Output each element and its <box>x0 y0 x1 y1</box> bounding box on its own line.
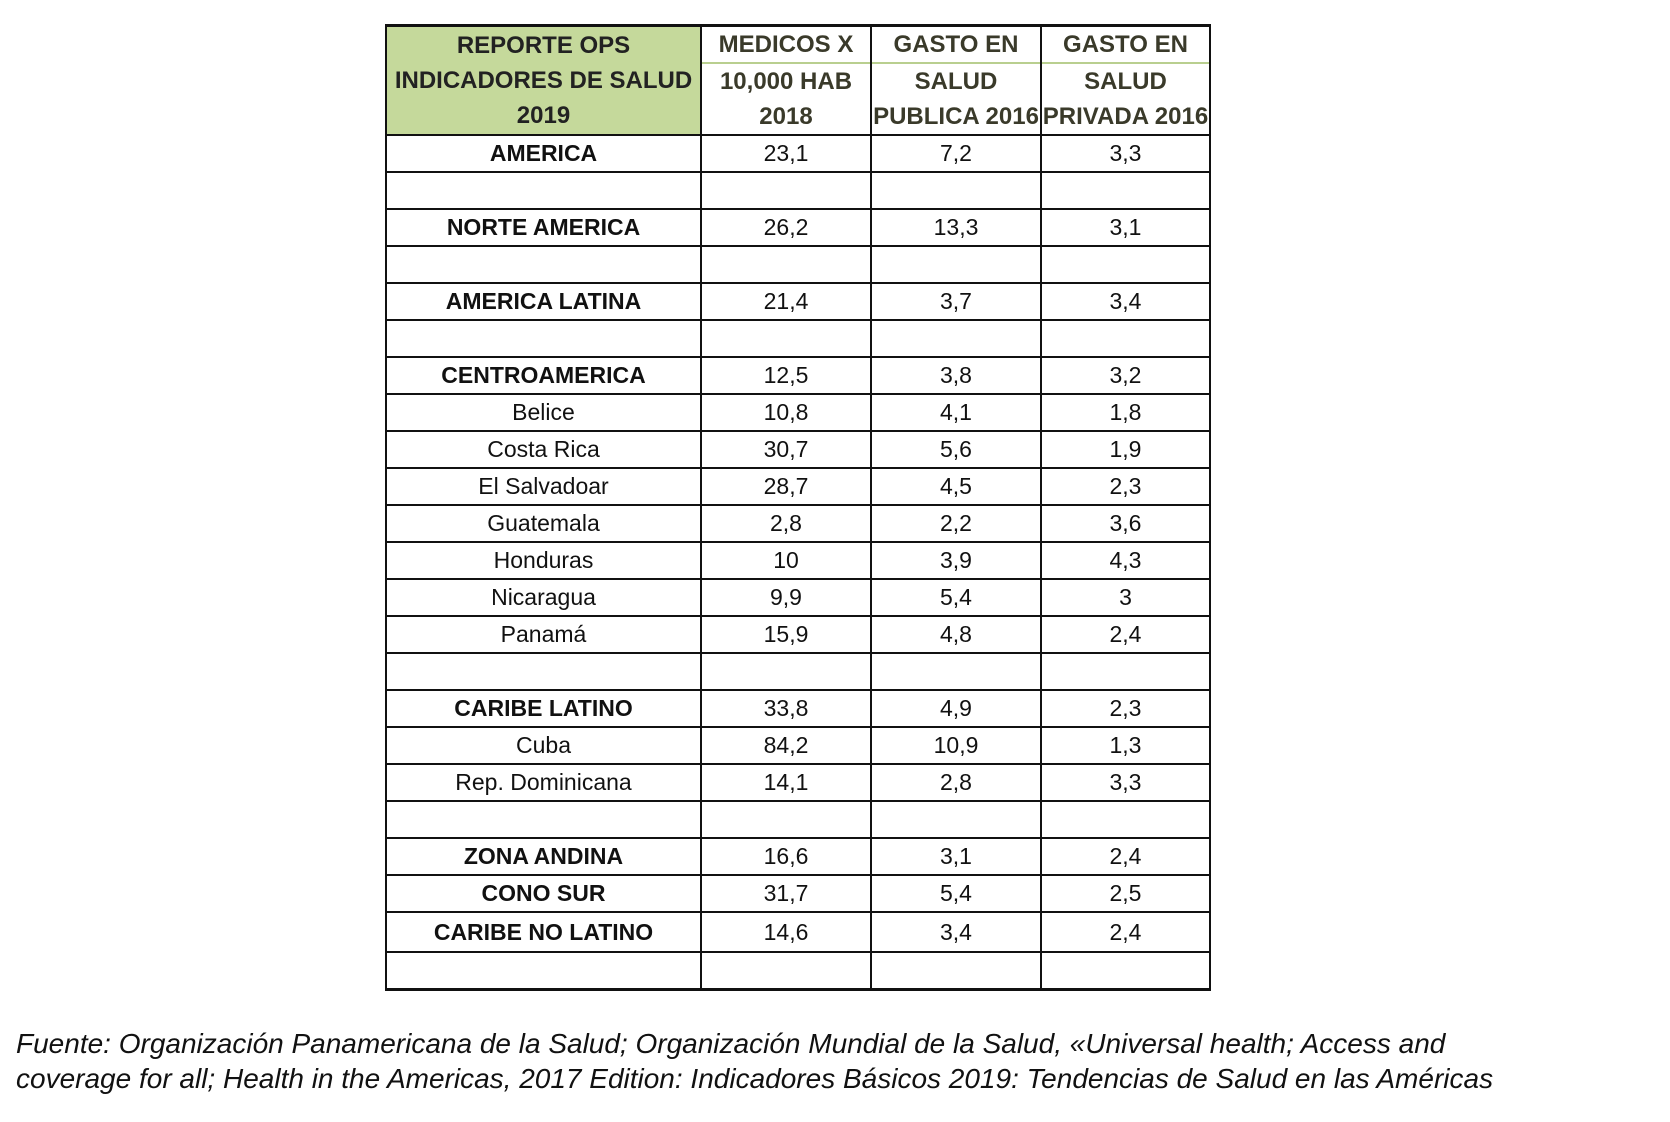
country-label: Rep. Dominicana <box>386 764 701 801</box>
table-row <box>386 727 1210 764</box>
table-row <box>386 135 1210 172</box>
column-header-medicos <box>701 26 871 136</box>
medicos-value: 84,2 <box>701 727 871 764</box>
source-line: Fuente: Organización Panamericana de la Salud; Organización Mundial de la Salud, «Universal health; Access and <box>16 1028 1446 1059</box>
column-header-gasto-privado <box>1041 26 1210 136</box>
gasto-privado-value: 2,4 <box>1041 616 1210 653</box>
gasto-publico-value: 7,2 <box>871 135 1041 172</box>
medicos-value: 21,4 <box>701 283 871 320</box>
gasto-privado-value <box>1041 653 1210 690</box>
medicos-value: 26,2 <box>701 209 871 246</box>
medicos-value: 33,8 <box>701 690 871 727</box>
column-header-line: 10,000 HAB <box>719 68 853 95</box>
gasto-publico-value <box>871 172 1041 209</box>
table-row <box>386 690 1210 727</box>
spacer-row <box>386 246 1210 283</box>
table-row <box>386 579 1210 616</box>
source-line: coverage for all; Health in the Americas, 2017 Edition: Indicadores Básicos 2019: Tendencias de Salud en las Américas <box>16 1063 1494 1094</box>
table-row <box>386 468 1210 505</box>
gasto-publico-value: 4,1 <box>871 394 1041 431</box>
gasto-publico-value <box>871 320 1041 357</box>
table-title-cell <box>386 26 701 136</box>
country-label: Panamá <box>386 616 701 653</box>
region-label: CARIBE LATINO <box>386 690 701 727</box>
table-row <box>386 542 1210 579</box>
column-header-line: MEDICOS X <box>702 27 870 64</box>
gasto-publico-value: 5,6 <box>871 431 1041 468</box>
table-row <box>386 505 1210 542</box>
gasto-privado-value <box>1041 952 1210 990</box>
gasto-privado-value <box>1041 320 1210 357</box>
gasto-publico-value: 4,5 <box>871 468 1041 505</box>
gasto-privado-value: 4,3 <box>1041 542 1210 579</box>
country-label: Honduras <box>386 542 701 579</box>
medicos-value: 12,5 <box>701 357 871 394</box>
medicos-value <box>701 952 871 990</box>
table-row <box>386 616 1210 653</box>
table-row <box>386 764 1210 801</box>
gasto-privado-value: 3,3 <box>1041 764 1210 801</box>
gasto-privado-value <box>1041 801 1210 838</box>
gasto-privado-value: 3,2 <box>1041 357 1210 394</box>
table-title-line: INDICADORES DE SALUD <box>394 67 693 94</box>
medicos-value: 2,8 <box>701 505 871 542</box>
gasto-privado-value: 1,9 <box>1041 431 1210 468</box>
medicos-value <box>701 320 871 357</box>
gasto-privado-value: 2,5 <box>1041 875 1210 912</box>
region-label: AMERICA LATINA <box>386 283 701 320</box>
medicos-value <box>701 653 871 690</box>
gasto-publico-value <box>871 801 1041 838</box>
country-label: Belice <box>386 394 701 431</box>
table-row <box>386 357 1210 394</box>
gasto-privado-value: 2,4 <box>1041 838 1210 875</box>
medicos-value <box>701 172 871 209</box>
medicos-value: 15,9 <box>701 616 871 653</box>
country-label <box>386 320 701 357</box>
gasto-privado-value: 3,6 <box>1041 505 1210 542</box>
gasto-privado-value: 1,3 <box>1041 727 1210 764</box>
gasto-privado-value: 1,8 <box>1041 394 1210 431</box>
table-row <box>386 431 1210 468</box>
country-label: El Salvadoar <box>386 468 701 505</box>
spacer-row <box>386 801 1210 838</box>
country-label <box>386 801 701 838</box>
spacer-row <box>386 952 1210 990</box>
region-label: ZONA ANDINA <box>386 838 701 875</box>
gasto-publico-value: 3,8 <box>871 357 1041 394</box>
table-title-line: REPORTE OPS <box>456 32 631 59</box>
gasto-publico-value: 3,1 <box>871 838 1041 875</box>
country-label <box>386 172 701 209</box>
gasto-publico-value: 2,8 <box>871 764 1041 801</box>
table-row <box>386 394 1210 431</box>
gasto-publico-value: 3,9 <box>871 542 1041 579</box>
country-label: Cuba <box>386 727 701 764</box>
region-label: AMERICA <box>386 135 701 172</box>
medicos-value <box>701 801 871 838</box>
medicos-value: 30,7 <box>701 431 871 468</box>
gasto-publico-value: 3,7 <box>871 283 1041 320</box>
table-body <box>386 135 1210 990</box>
gasto-privado-value: 3,1 <box>1041 209 1210 246</box>
region-label: CENTROAMERICA <box>386 357 701 394</box>
table-row <box>386 912 1210 952</box>
gasto-privado-value: 2,3 <box>1041 690 1210 727</box>
gasto-publico-value: 3,4 <box>871 912 1041 952</box>
column-header-line: PUBLICA 2016 <box>873 103 1039 130</box>
medicos-value: 31,7 <box>701 875 871 912</box>
gasto-publico-value: 10,9 <box>871 727 1041 764</box>
gasto-publico-value: 5,4 <box>871 875 1041 912</box>
country-label: Costa Rica <box>386 431 701 468</box>
column-header-line: SALUD <box>914 68 998 95</box>
country-label: Nicaragua <box>386 579 701 616</box>
health-indicators-table <box>385 24 1211 991</box>
column-header-line: GASTO EN <box>1042 27 1209 64</box>
gasto-publico-value <box>871 952 1041 990</box>
column-header-line: GASTO EN <box>872 27 1040 64</box>
medicos-value: 10 <box>701 542 871 579</box>
gasto-privado-value <box>1041 172 1210 209</box>
column-header-line: 2018 <box>759 103 813 130</box>
gasto-privado-value: 2,4 <box>1041 912 1210 952</box>
medicos-value: 16,6 <box>701 838 871 875</box>
table-row <box>386 838 1210 875</box>
spacer-row <box>386 172 1210 209</box>
gasto-privado-value: 3,3 <box>1041 135 1210 172</box>
country-label: Guatemala <box>386 505 701 542</box>
gasto-publico-value: 4,9 <box>871 690 1041 727</box>
country-label <box>386 952 701 990</box>
gasto-publico-value: 2,2 <box>871 505 1041 542</box>
table-title-line: 2019 <box>516 102 571 129</box>
gasto-publico-value: 13,3 <box>871 209 1041 246</box>
medicos-value: 23,1 <box>701 135 871 172</box>
gasto-privado-value: 3,4 <box>1041 283 1210 320</box>
source-note <box>16 1026 1656 1096</box>
gasto-publico-value <box>871 246 1041 283</box>
spacer-row <box>386 653 1210 690</box>
table-header <box>386 26 1210 136</box>
gasto-publico-value: 4,8 <box>871 616 1041 653</box>
medicos-value: 14,1 <box>701 764 871 801</box>
medicos-value <box>701 246 871 283</box>
region-label: CONO SUR <box>386 875 701 912</box>
region-label: CARIBE NO LATINO <box>386 912 701 952</box>
column-header-line: SALUD <box>1084 68 1167 95</box>
medicos-value: 28,7 <box>701 468 871 505</box>
column-header-line: PRIVADA 2016 <box>1042 103 1209 130</box>
medicos-value: 14,6 <box>701 912 871 952</box>
region-label: NORTE AMERICA <box>386 209 701 246</box>
gasto-privado-value: 2,3 <box>1041 468 1210 505</box>
table-row <box>386 875 1210 912</box>
column-header-gasto-publico <box>871 26 1041 136</box>
table-row <box>386 209 1210 246</box>
medicos-value: 9,9 <box>701 579 871 616</box>
country-label <box>386 246 701 283</box>
gasto-publico-value: 5,4 <box>871 579 1041 616</box>
table-row <box>386 283 1210 320</box>
medicos-value: 10,8 <box>701 394 871 431</box>
gasto-privado-value: 3 <box>1041 579 1210 616</box>
gasto-publico-value <box>871 653 1041 690</box>
gasto-privado-value <box>1041 246 1210 283</box>
country-label <box>386 653 701 690</box>
spacer-row <box>386 320 1210 357</box>
header-row <box>386 26 1210 136</box>
